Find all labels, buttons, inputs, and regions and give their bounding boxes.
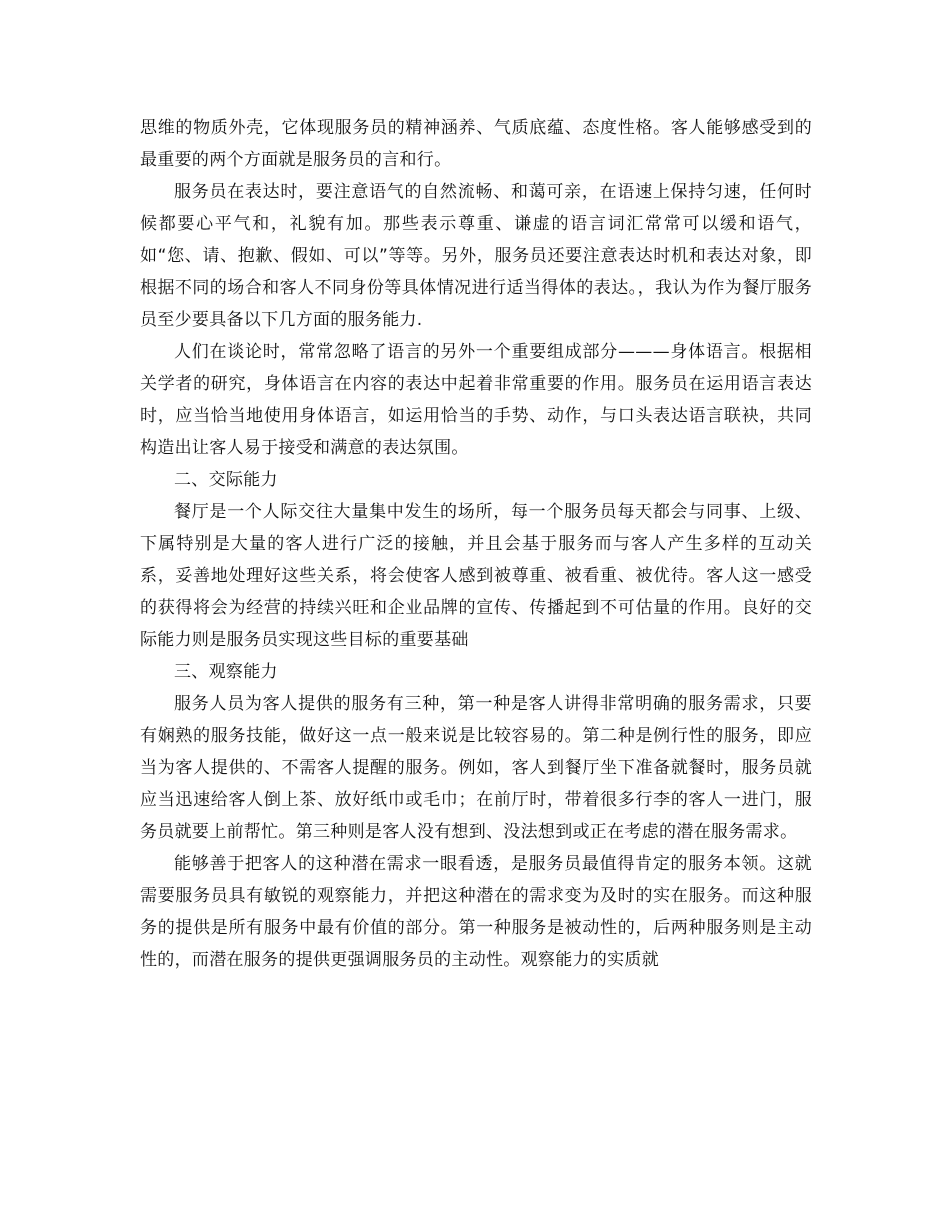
section-heading-communication: 二、交际能力	[174, 470, 278, 490]
paragraph: 服务员在表达时，要注意语气的自然流畅、和蔼可亲，在语速上保持匀速，任何时候都要心平气和，礼貌有加。那些表示尊重、谦虚的语言词汇常常可以缓和语气，如“您、请、抱歉、假如、可以”等等。另外，服务员还要注意表达时机和表达对象，即根据不同的场合和客人不同身份等具体情况进行适当得体的表达。，我认为作为餐厅服务员至少要具备以下几方面的服务能力.	[140, 182, 812, 330]
paragraph: 餐厅是一个人际交往大量集中发生的场所，每一个服务员每天都会与同事、上级、下属特别是大量的客人进行广泛的接触，并且会基于服务而与客人产生多样的互动关系，妥善地处理好这些关系，将会使客人感到被尊重、被看重、被优待。客人这一感受的获得将会为经营的持续兴旺和企业品牌的宣传、传播起到不可估量的作用。良好的交际能力则是服务员实现这些目标的重要基础	[140, 502, 812, 650]
section-heading-observation: 三、观察能力	[174, 662, 278, 682]
paragraph: 服务人员为客人提供的服务有三种，第一种是客人讲得非常明确的服务需求，只要有娴熟的服务技能，做好这一点一般来说是比较容易的。第二种是例行性的服务，即应当为客人提供的、不需客人提醒的服务。例如，客人到餐厅坐下准备就餐时，服务员就应当迅速给客人倒上茶、放好纸巾或毛巾；在前厅时，带着很多行李的客人一进门，服务员就要上前帮忙。第三种则是客人没有想到、没法想到或正在考虑的潜在服务需求。	[140, 694, 812, 842]
document-body	[140, 112, 812, 976]
paragraph: 人们在谈论时，常常忽略了语言的另外一个重要组成部分———身体语言。根据相关学者的研究，身体语言在内容的表达中起着非常重要的作用。服务员在运用语言表达时，应当恰当地使用身体语言，如运用恰当的手势、动作，与口头表达语言联袂，共同构造出让客人易于接受和满意的表达氛围。	[140, 342, 812, 458]
paragraph: 思维的物质外壳，它体现服务员的精神涵养、气质底蕴、态度性格。客人能够感受到的最重要的两个方面就是服务员的言和行。	[140, 118, 812, 170]
paragraph: 能够善于把客人的这种潜在需求一眼看透，是服务员最值得肯定的服务本领。这就需要服务员具有敏锐的观察能力，并把这种潜在的需求变为及时的实在服务。而这种服务的提供是所有服务中最有价值的部分。第一种服务是被动性的，后两种服务则是主动性的，而潜在服务的提供更强调服务员的主动性。观察能力的实质就	[140, 854, 812, 970]
